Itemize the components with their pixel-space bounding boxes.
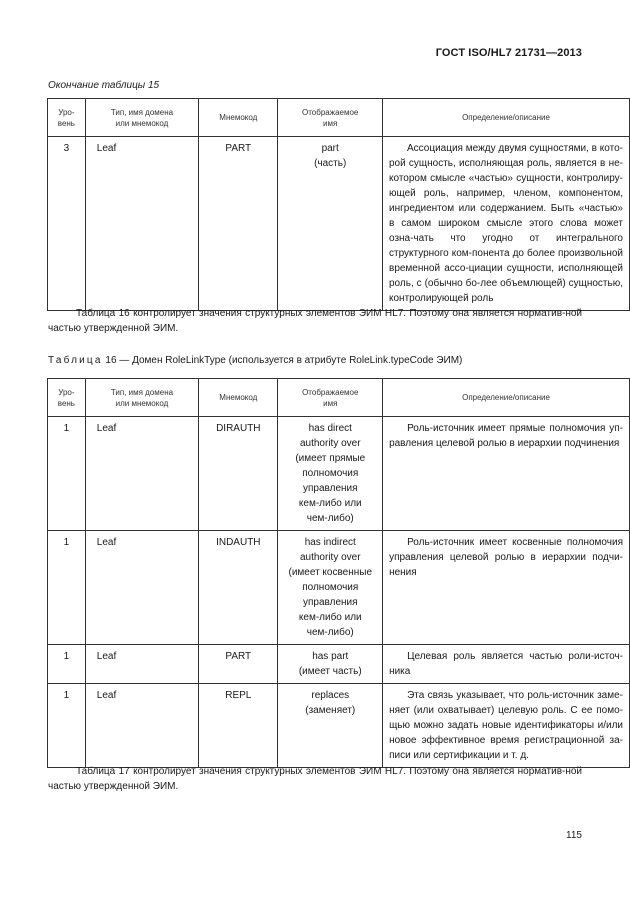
table-row	[48, 137, 630, 311]
cell-display: replaces (заменяет)	[278, 684, 383, 768]
cell-level: 1	[48, 417, 86, 531]
col-header-display: Отображаемое имя	[278, 99, 383, 137]
cell-display: has indirect authority over (имеет косвенные полномочия управления кем-либо или чем-либо)	[278, 531, 383, 645]
paragraph-table17-intro: Таблица 17 контролирует значения структурных элементов ЭИМ HL7. Поэтому она является норматив-ной частью утвержденной ЭИМ.	[48, 766, 582, 792]
cell-mnemonic: INDAUTH	[199, 531, 278, 645]
cell-level: 3	[48, 137, 86, 311]
table-16-caption-label: Таблица	[48, 355, 103, 366]
cell-mnemonic: PART	[199, 645, 278, 684]
cell-level: 1	[48, 684, 86, 768]
table-row	[48, 531, 630, 645]
table-row	[48, 684, 630, 768]
col-header-definition: Определение/описание	[383, 379, 630, 417]
cell-mnemonic: PART	[199, 137, 278, 311]
cell-definition: Роль-источник имеет прямые полномочия уп-равления целевой ролью в иерархии подчинения	[383, 417, 630, 531]
table-15-caption: Окончание таблицы 15	[48, 80, 160, 91]
col-header-type: Тип, имя домена или мнемокод	[85, 379, 198, 417]
table-16-caption-text: 16 — Домен RoleLinkType (используется в атрибуте RoleLink.typeCode ЭИМ)	[105, 355, 463, 366]
cell-display: has part (имеет часть)	[278, 645, 383, 684]
col-header-mnemonic: Мнемокод	[199, 99, 278, 137]
col-header-definition: Определение/описание	[383, 99, 630, 137]
table-row	[48, 645, 630, 684]
page-number: 115	[566, 830, 582, 841]
cell-type: Leaf	[85, 417, 198, 531]
cell-level: 1	[48, 645, 86, 684]
cell-type: Leaf	[85, 531, 198, 645]
cell-definition: Эта связь указывает, что роль-источник заме-няет (или охватывает) целевую роль. С ее помо-щью можно задать новые идентификаторы и/или новое эффективное время регистрационной за-писи или сертификации и т. д.	[383, 684, 630, 768]
cell-type: Leaf	[85, 137, 198, 311]
col-header-level: Уро- вень	[48, 379, 86, 417]
col-header-type: Тип, имя домена или мнемокод	[85, 99, 198, 137]
paragraph-table16-intro: Таблица 16 контролирует значения структурных элементов ЭИМ HL7. Поэтому она является норматив-ной частью утвержденной ЭИМ.	[48, 308, 582, 334]
col-header-level: Уро- вень	[48, 99, 86, 137]
document-header: ГОСТ ISO/HL7 21731—2013	[435, 47, 582, 59]
cell-mnemonic: REPL	[199, 684, 278, 768]
table-16-caption	[48, 355, 462, 366]
cell-type: Leaf	[85, 684, 198, 768]
col-header-mnemonic: Мнемокод	[199, 379, 278, 417]
cell-type: Leaf	[85, 645, 198, 684]
cell-definition: Ассоциация между двумя сущностями, в кото-рой сущность, исполняющая роль, является в не-котором смысле «частью» сущности, контролиру-ющей роль, например, членом, компонентом, ингредиентом или содержанием. Быть «частью» в самом широком смысле этого слова может озна-чать что угодно от интегрального структурного ком-понента до более произвольной временной ассо-циации сущности, исполняющей роль, с (обычно бо-лее объемлющей) сущностью, контролирующей роль	[383, 137, 630, 311]
table-15	[47, 98, 630, 311]
cell-display: part (часть)	[278, 137, 383, 311]
table-row	[48, 417, 630, 531]
cell-definition: Роль-источник имеет косвенные полномочия управления целевой ролью в иерархии подчи-нения	[383, 531, 630, 645]
col-header-display: Отображаемое имя	[278, 379, 383, 417]
cell-level: 1	[48, 531, 86, 645]
table-16	[47, 378, 630, 768]
cell-definition: Целевая роль является частью роли-источ-ника	[383, 645, 630, 684]
cell-display: has direct authority over (имеет прямые полномочия управления кем-либо или чем-либо)	[278, 417, 383, 531]
cell-mnemonic: DIRAUTH	[199, 417, 278, 531]
